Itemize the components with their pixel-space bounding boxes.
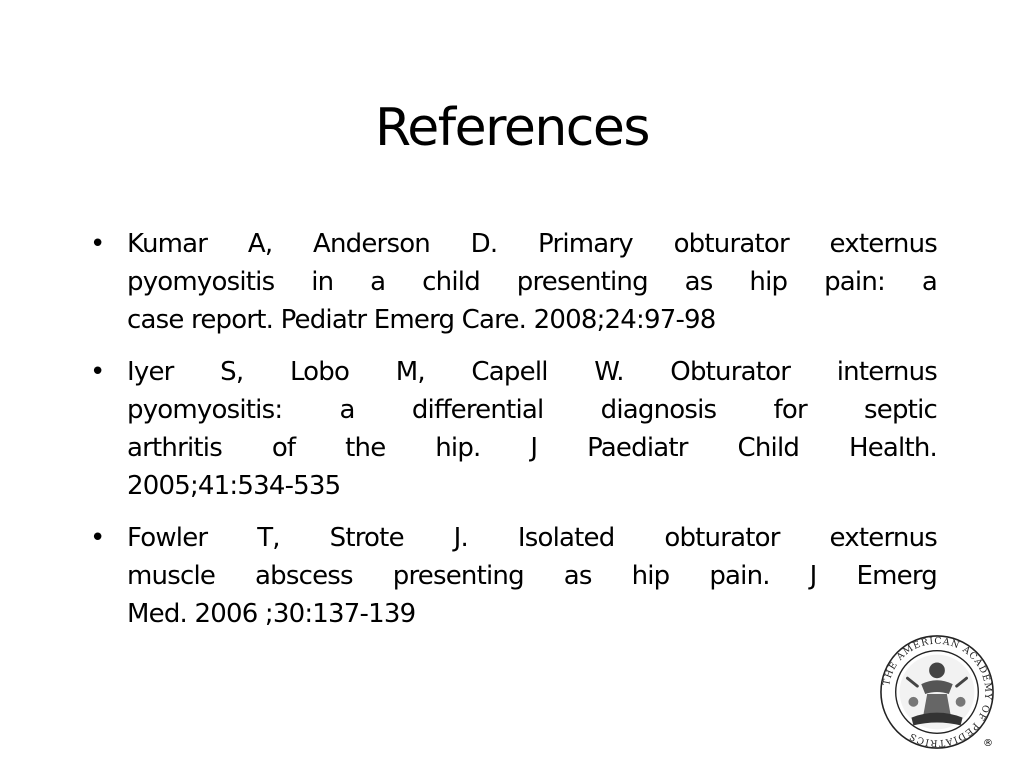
reference-line: arthritis of the hip. J Paediatr Child Health. [127,433,937,463]
reference-line: Fowler T, Strote J. Isolated obturator externus [127,523,937,553]
reference-item [88,225,937,339]
reference-line: Med. 2006 ;30:137-139 [127,599,416,629]
aap-seal-icon [878,633,996,751]
reference-item [88,353,937,505]
registered-mark: ® [983,738,993,749]
bullet-icon: • [90,523,106,553]
reference-line: Iyer S, Lobo M, Capell W. Obturator internus [127,357,937,387]
reference-line: pyomyositis: a differential diagnosis for septic [127,395,937,425]
bullet-icon: • [90,357,106,387]
reference-line: Kumar A, Anderson D. Primary obturator externus [127,229,937,259]
reference-line: 2005;41:534-535 [127,471,341,501]
bullet-icon: • [90,229,106,259]
seal-text: THE AMERICAN ACADEMY OF PEDIATRICS [881,635,994,749]
slide-title: References [375,98,649,158]
reference-line: pyomyositis in a child presenting as hip pain: a [127,267,937,297]
reference-item [88,519,937,633]
reference-line: case report. Pediatr Emerg Care. 2008;24:97-98 [127,305,716,335]
reference-line: muscle abscess presenting as hip pain. J Emerg [127,561,937,591]
reference-list [88,225,948,647]
